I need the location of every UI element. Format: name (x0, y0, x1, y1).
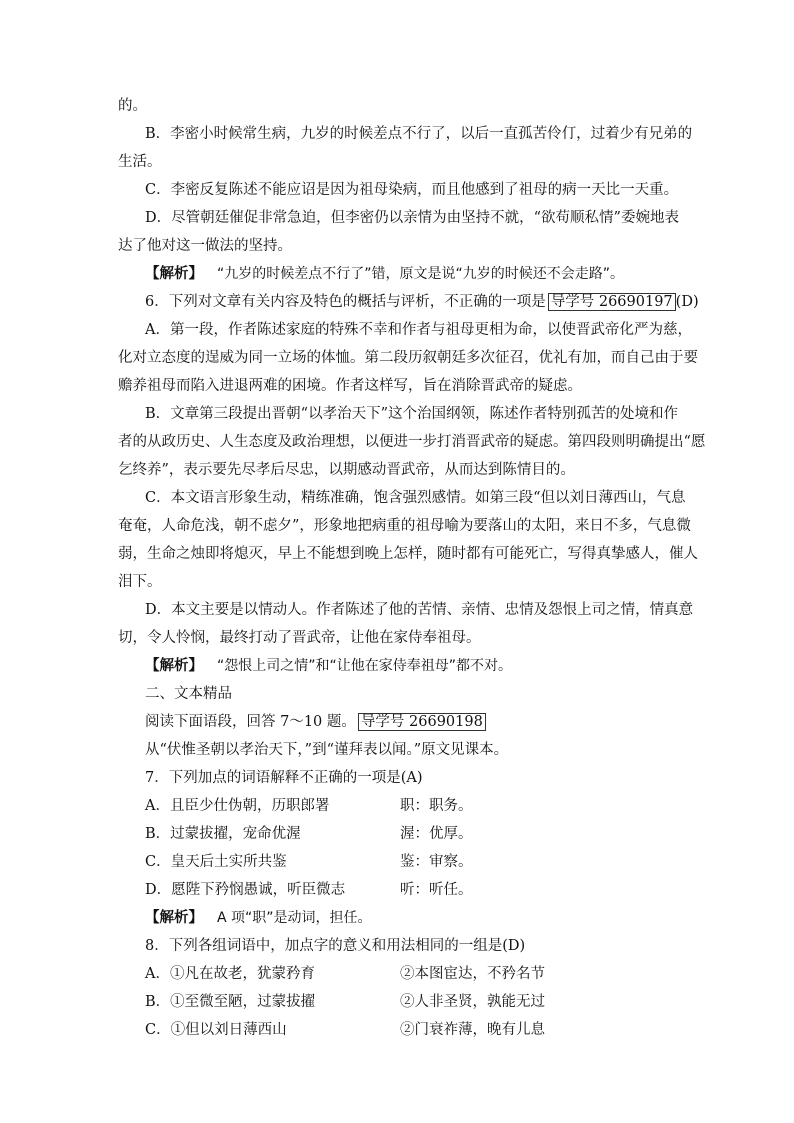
explanation-line (145, 908, 372, 928)
option-c-line: C．本文语言形象生动，精练准确，饱含强烈感情。如第三段“但以刘日薄西山，气息 (145, 490, 686, 506)
explanation-label: 【解析】 (145, 909, 203, 926)
guide-number-box: 导学号 26690198 (358, 713, 486, 731)
option-row (145, 796, 645, 816)
text-line: 乞终养”，表示要先尽孝后尽忠，以期感动晋武帝，从而达到陈情目的。 (118, 462, 575, 478)
explanation-text: A 项“职”是动词，担任。 (217, 910, 372, 926)
instruction-text: 阅读下面语段，回答 7～10 题。 (145, 714, 356, 730)
option-definition: 听：听任。 (400, 882, 473, 898)
section-heading: 二、文本精品 (145, 686, 232, 702)
text-line: 者的从政历史、人生态度及政治理想，以便进一步打消晋武帝的疑虑。第四段则明确提出“愿 (118, 434, 706, 450)
option-b-line: B．文章第三段提出晋朝“以孝治天下”这个治国纲领，陈述作者特别孤苦的处境和作 (145, 406, 678, 422)
option-row (145, 1020, 645, 1040)
reading-instruction (145, 712, 486, 732)
text-line: 切，令人怜悯，最终打动了晋武帝，让他在家侍奉祖母。 (118, 630, 481, 646)
explanation-text: “怨恨上司之情”和“让他在家侍奉祖母”都不对。 (217, 658, 513, 674)
guide-number-box: 导学号 26690197 (548, 293, 676, 311)
explanation-label: 【解析】 (145, 265, 203, 282)
option-phrase: A．且臣少仕伪朝，历职郎署 (145, 798, 330, 814)
question-6 (145, 292, 699, 312)
text-line: 赡养祖母而陷入进退两难的困境。作者这样写，旨在消除晋武帝的疑虑。 (118, 378, 582, 394)
option-phrase: D．愿陛下矜悯愚诚，听臣微志 (145, 882, 346, 898)
option-a-line: A．第一段，作者陈述家庭的特殊不幸和作者与祖母更相为命，以使晋武帝化严为慈， (145, 322, 692, 338)
option-phrase: C．①但以刘日薄西山 (145, 1022, 287, 1038)
option-phrase: C．皇天后土实所共鉴 (145, 854, 287, 870)
option-definition: 鉴：审察。 (400, 854, 473, 870)
option-phrase-2: ②门衰祚薄，晚有儿息 (400, 1022, 545, 1038)
text-line: 弱，生命之烛即将熄灭，早上不能想到晚上怎样，随时都有可能死亡，写得真挚感人，催人 (118, 546, 698, 562)
option-row (145, 852, 645, 872)
option-c-line: C．李密反复陈述不能应诏是因为祖母染病，而且他感到了祖母的病一天比一天重。 (145, 182, 679, 198)
text-line: 从“伏惟圣朝以孝治天下，”到“谨拜表以闻。”原文见课本。 (145, 742, 509, 758)
text-line: 化对立态度的逞威为同一立场的体恤。第二段历叙朝廷多次征召，优礼有加，而自己由于要 (118, 350, 698, 366)
option-phrase: B．①至微至陋，过蒙拔擢 (145, 994, 316, 1010)
option-b-line: B．李密小时候常生病，九岁的时候差点不行了，以后一直孤苦伶仃，过着少有兄弟的 (145, 126, 693, 142)
option-d-line: D．尽管朝廷催促非常急迫，但李密仍以亲情为由坚持不就，“欲苟顺私情”委婉地表 (145, 210, 679, 226)
option-definition: 职：职务。 (400, 798, 473, 814)
text-line: 泪下。 (118, 574, 162, 590)
text-line: 的。 (118, 98, 147, 114)
option-phrase: A．①凡在故老，犹蒙矜育 (145, 966, 315, 982)
answer: (D) (675, 294, 699, 310)
question-7: 7．下列加点的词语解释不正确的一项是(A) (145, 770, 423, 786)
option-row (145, 880, 645, 900)
option-row (145, 964, 645, 984)
option-d-line: D．本文主要是以情动人。作者陈述了他的苦情、亲情、忠情及怨恨上司之情，情真意 (145, 602, 694, 618)
text-line: 奄奄，人命危浅，朝不虑夕”，形象地把病重的祖母喻为要落山的太阳，来日不多，气息微 (118, 518, 691, 534)
explanation-text: “九岁的时候差点不行了”错，原文是说“九岁的时候还不会走路”。 (217, 266, 625, 282)
explanation-line (145, 264, 624, 284)
question-8: 8．下列各组词语中，加点字的意义和用法相同的一组是(D) (145, 938, 526, 954)
explanation-line (145, 656, 512, 676)
option-row (145, 992, 645, 1012)
option-definition: 渥：优厚。 (400, 826, 473, 842)
question-text: 6．下列对文章有关内容及特色的概括与评析，不正确的一项是 (145, 294, 546, 310)
text-line: 达了他对这一做法的坚持。 (118, 238, 292, 254)
option-phrase: B．过蒙拔擢，宠命优渥 (145, 826, 301, 842)
option-phrase-2: ②本图宦达，不矜名节 (400, 966, 545, 982)
option-row (145, 824, 645, 844)
text-line: 生活。 (118, 154, 162, 170)
option-phrase-2: ②人非圣贤，孰能无过 (400, 994, 545, 1010)
explanation-label: 【解析】 (145, 657, 203, 674)
